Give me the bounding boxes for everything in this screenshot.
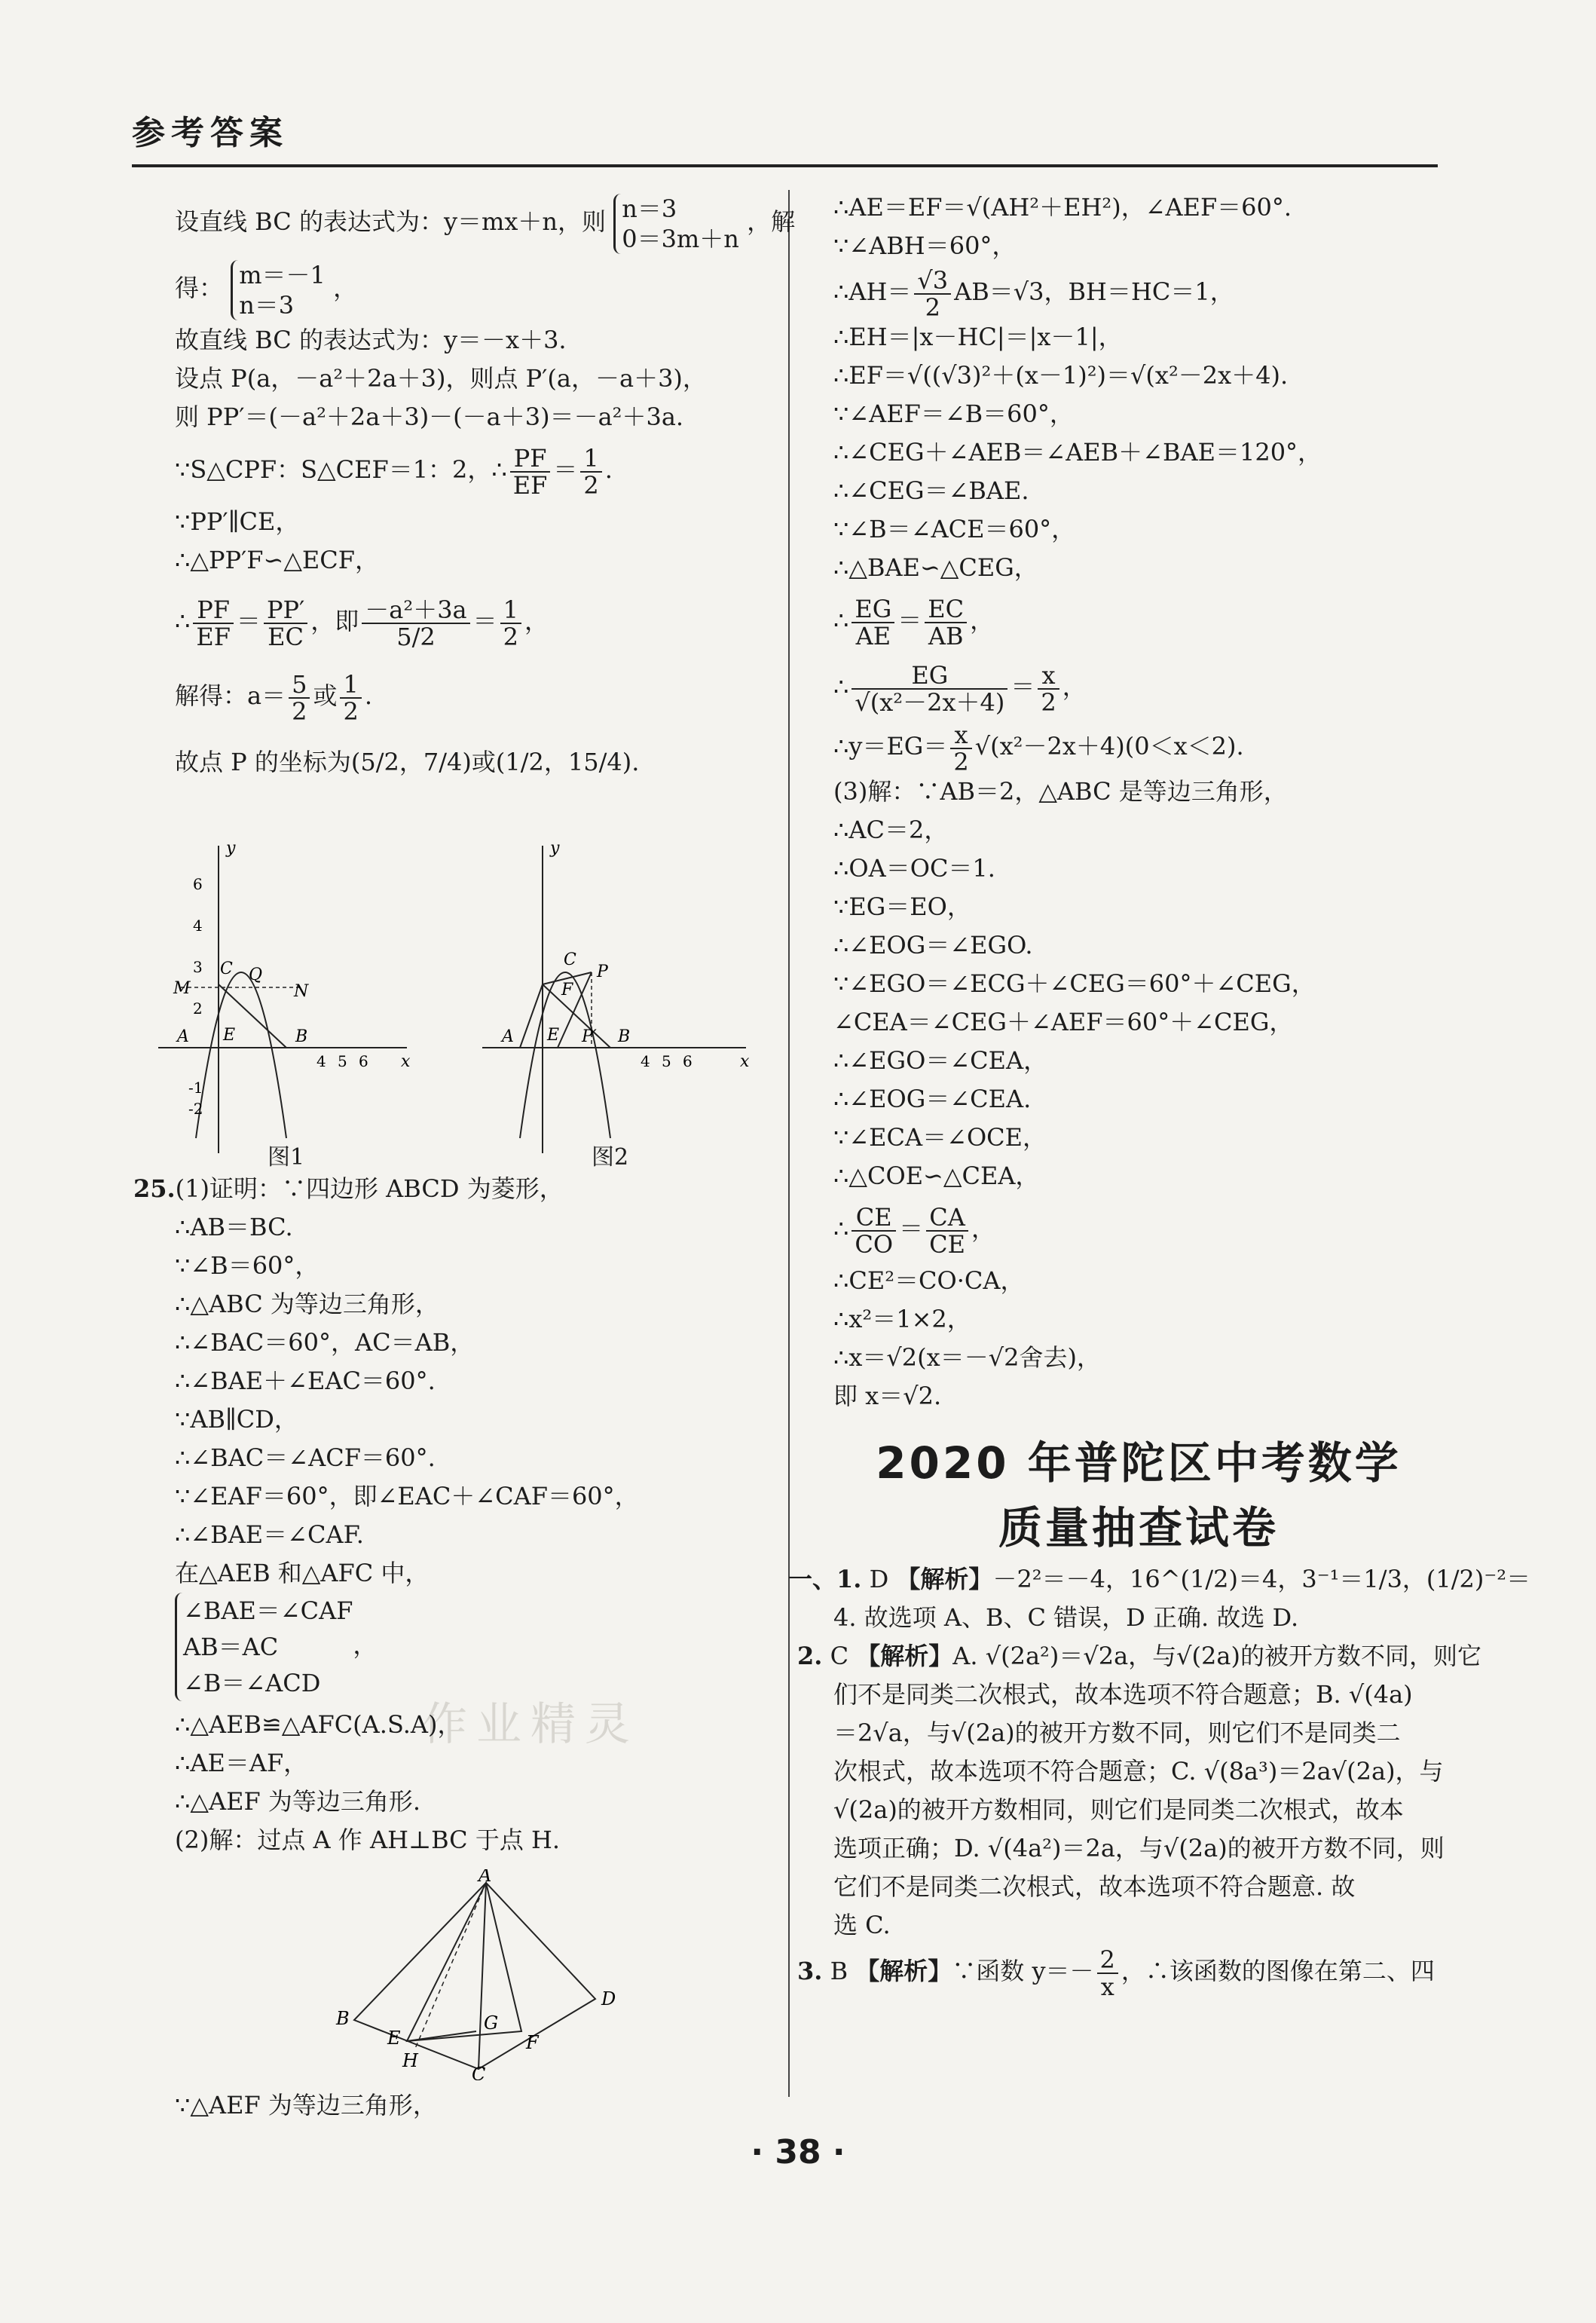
text-line: 4. 故选项 A、B、C 错误，D 正确. 故选 D. (833, 1603, 1299, 1632)
fraction (264, 597, 307, 650)
fraction (950, 722, 971, 775)
coord: 5/2 (360, 748, 399, 776)
text: ∵函数 y＝－ (952, 1957, 1094, 1985)
text-line: 故点 P 的坐标为(5/2，7/4)或(1/2，15/4). (175, 748, 640, 776)
text: ， (971, 1214, 995, 1243)
point-label: P (597, 963, 608, 981)
text-line (833, 1195, 1444, 1262)
numerator: x (1038, 663, 1059, 690)
denominator: 2 (925, 292, 940, 322)
text: ∴ (833, 672, 849, 701)
text-line: ∴x²＝1×2， (833, 1305, 971, 1333)
text-line: ∴x＝√2(x＝－√2舍去)， (833, 1343, 1101, 1372)
text-line (175, 188, 796, 255)
text-line: 故直线 BC 的表达式为：y＝－x＋3. (175, 326, 567, 354)
text-line: (2)解：过点 A 作 AH⊥BC 于点 H. (175, 1826, 561, 1854)
fraction (914, 265, 951, 322)
fraction (510, 445, 551, 498)
text: ， (1062, 672, 1087, 701)
fraction (926, 1204, 968, 1257)
eq: m＝－1 (239, 260, 326, 289)
coord: 15/4 (567, 748, 622, 776)
point-label: N (294, 982, 309, 1001)
right-column (788, 188, 1531, 2001)
text-line (175, 436, 785, 503)
text: . (604, 455, 613, 484)
denominator: AB (928, 621, 964, 650)
axis-label: y (226, 839, 236, 858)
text: ，∴该函数的图像在第二、四 (1121, 1957, 1435, 1985)
answer: B (830, 1957, 848, 1985)
text: )或( (462, 748, 506, 776)
text-line: ∴EH＝|x－HC|＝|x－1|， (833, 323, 1123, 351)
text-line: ∴AB＝BC. (175, 1213, 293, 1241)
q25-block (133, 1170, 785, 1859)
question-number: 一、1. (788, 1565, 862, 1593)
text-line: 即 x＝√2. (833, 1382, 942, 1410)
numerator: 1 (500, 597, 521, 624)
point-label: P′ (582, 1027, 597, 1046)
numerator: 2 (1097, 1947, 1118, 1974)
text-line: ∵△AEF 为等边三角形， (175, 2091, 437, 2119)
fraction (852, 596, 894, 649)
text: ∴ (175, 607, 191, 635)
point-label: M (173, 979, 191, 998)
text-line: ∴△BAE∽△CEG， (833, 553, 1038, 582)
text: 设直线 BC 的表达式为：y＝mx＋n，则 (175, 207, 607, 236)
page-header: 参考答案 (132, 114, 289, 152)
answer-1 (788, 1560, 1531, 1599)
analysis-tag: 【解析】 (856, 1642, 953, 1670)
header-rule (132, 164, 1438, 167)
fraction (1038, 660, 1059, 717)
axis-label: y (550, 839, 560, 858)
tick: 4 (316, 1052, 326, 1070)
text: ∵S△CPF：S△CEF＝1：2，∴ (175, 455, 507, 484)
axis-label: x (401, 1052, 411, 1071)
text-line: ∴∠BAE＝∠CAF. (175, 1520, 364, 1549)
text-line: ∴EF＝√((√3)²＋(x－1)²)＝√(x²－2x＋4). (833, 361, 1289, 390)
denominator: √(x²－2x＋4) (855, 687, 1005, 717)
text: ，解 (747, 207, 796, 236)
denominator: x (1100, 1972, 1114, 2001)
text-line: ∵∠ECA＝∠OCE， (833, 1123, 1047, 1152)
coord: 1/2 (505, 748, 544, 776)
point-label: B (336, 2008, 350, 2029)
text-line: 选项正确；D. √(4a²)＝2a，与√(2a)的被开方数不同，则 (833, 1834, 1445, 1862)
text: ＝ (897, 606, 922, 635)
numerator: √3 (914, 268, 951, 295)
figure-caption: 图2 (592, 1144, 629, 1171)
eq: n＝3 (239, 290, 295, 320)
text: ， (353, 1630, 378, 1660)
analysis-tag: 【解析】 (896, 1565, 993, 1593)
text-line: ∵AB∥CD， (175, 1405, 298, 1434)
denominator: EF (512, 470, 548, 500)
text: 得： (175, 274, 224, 302)
column-divider (788, 190, 790, 2097)
tick: 6 (683, 1052, 693, 1070)
numerator: PF (510, 445, 551, 473)
text: (1)证明：∵四边形 ABCD 为菱形， (175, 1174, 564, 1203)
text-line: ∵∠EGO＝∠ECG＋∠CEG＝60°＋∠CEG， (833, 969, 1316, 998)
text-line: ∴∠BAC＝60°，AC＝AB， (175, 1328, 475, 1357)
figure-caption: 图1 (268, 1144, 305, 1171)
tick: 3 (193, 958, 203, 976)
eq: 0＝3m＋n (622, 224, 739, 253)
text-line (175, 1593, 785, 1706)
figure-1 (158, 839, 411, 1153)
denominator: EC (268, 622, 304, 651)
point-label: C (472, 2064, 486, 2080)
text: ∴ (833, 606, 849, 635)
text: . (364, 681, 372, 710)
text: 解得：a＝ (175, 681, 286, 710)
rhombus-diagram (324, 1869, 625, 2080)
text: 故点 P 的坐标为( (175, 748, 361, 776)
numerator: EG (852, 663, 1007, 690)
eq: n＝3 (622, 194, 677, 223)
denominator: CO (855, 1229, 894, 1259)
fraction (852, 660, 1007, 717)
eq: ∠B＝∠ACD (183, 1669, 321, 1697)
text: 或 (313, 681, 338, 710)
equation-system (613, 194, 739, 254)
text-line: ∴AC＝2， (833, 816, 949, 844)
text-line (133, 1170, 785, 1208)
answer-3 (797, 1945, 1444, 2001)
fraction (580, 445, 601, 498)
text-line (175, 663, 785, 729)
fraction (925, 596, 967, 649)
text: AB＝√3，BH＝HC＝1， (954, 277, 1234, 306)
text-line: ∵∠B＝∠ACE＝60°， (833, 515, 1076, 543)
eq: AB＝AC (183, 1633, 279, 1661)
text-line: ∴∠BAC＝∠ACF＝60°. (175, 1443, 436, 1472)
point-label: C (220, 959, 233, 978)
text: ，即 (310, 607, 359, 635)
point-label: A (177, 1027, 189, 1046)
point-label: E (387, 2028, 401, 2049)
text: ＝ (899, 1214, 924, 1243)
question-number: 25. (133, 1174, 176, 1203)
text-line: ∵∠ABH＝60°， (833, 231, 1017, 260)
rhombus-figure (324, 1869, 625, 2080)
text-line (175, 580, 785, 663)
tick: -1 (188, 1079, 203, 1097)
text-line: ∴△PP′F∽△ECF， (175, 546, 379, 574)
text: ＝ (472, 607, 497, 635)
numerator: CA (926, 1204, 968, 1232)
text-line: ＝2√a，与√(2a)的被开方数不同，则它们不是同类二 (833, 1719, 1401, 1747)
figure-2 (482, 839, 750, 1153)
numerator: PF (193, 597, 234, 624)
denominator: CE (929, 1229, 965, 1259)
numerator: －a²＋3a (362, 597, 469, 624)
point-label: E (223, 1026, 236, 1045)
left-column (175, 188, 796, 795)
denominator: 2 (292, 696, 307, 726)
text-line: ∴∠EOG＝∠CEA. (833, 1085, 1032, 1113)
fraction (193, 597, 234, 650)
text: ∴ (833, 1214, 849, 1243)
text-line: ∴CE²＝CO·CA， (833, 1266, 1025, 1295)
parabola-graphs (151, 837, 776, 1168)
point-label: A (478, 1869, 492, 1886)
denominator: 2 (343, 696, 359, 726)
numerator: 5 (289, 672, 310, 699)
denominator: 2 (583, 470, 599, 500)
text-line: √(2a)的被开方数相同，则它们是同类二次根式，故本 (833, 1795, 1404, 1824)
coord: 7/4 (423, 748, 463, 776)
point-label: Q (249, 966, 263, 984)
tick: -2 (188, 1100, 203, 1118)
text-line: ∴AE＝EF＝√(AH²＋EH²)，∠AEF＝60°. (833, 193, 1292, 222)
text-line: ∴OA＝OC＝1. (833, 854, 995, 883)
denominator: 2 (1041, 687, 1056, 717)
tick: 6 (359, 1052, 368, 1070)
section-subtitle: 质量抽查试卷 (998, 1502, 1279, 1553)
text-line: ∵EG＝EO， (833, 892, 971, 921)
text: ＝ (553, 455, 578, 484)
text: A. √(2a²)＝√2a，与√(2a)的被开方数不同，则它 (952, 1642, 1481, 1670)
text-line: ∵∠EAF＝60°，即∠EAC＋∠CAF＝60°， (175, 1482, 639, 1510)
section-title: 2020 年普陀区中考数学 (876, 1437, 1402, 1489)
text-line: (3)解：∵AB＝2，△ABC 是等边三角形， (833, 777, 1288, 806)
point-label: F (561, 981, 573, 999)
tick: 4 (641, 1052, 650, 1070)
text-line: ∴△AEB≌△AFC(A.S.A)， (175, 1710, 462, 1739)
watermark: 作业精灵 (422, 1698, 639, 1751)
text: ＝ (1010, 672, 1035, 701)
text-line (175, 255, 785, 321)
fraction (289, 669, 310, 726)
text: ). (622, 748, 640, 776)
eq: ∠BAE＝∠CAF (183, 1596, 353, 1625)
text-line: ∴∠EOG＝∠EGO. (833, 931, 1033, 959)
text-line: ∴△COE∽△CEA， (833, 1162, 1040, 1190)
point-label: A (502, 1027, 514, 1046)
denominator: 2 (953, 747, 969, 776)
question-number: 3. (797, 1957, 823, 1985)
text-line (833, 587, 1444, 653)
text: ∴AH＝ (833, 277, 912, 306)
text-line: 设点 P(a，－a²＋2a＋3)，则点 P′(a，－a＋3)， (175, 364, 707, 393)
numerator: x (950, 722, 971, 749)
numerator: 1 (580, 445, 601, 473)
fraction (340, 669, 361, 726)
text-line: ∴△AEF 为等边三角形. (175, 1787, 420, 1816)
text-line: 们不是同类二次根式，故本选项不符合题意；B. √(4a) (833, 1680, 1413, 1709)
text: ， (970, 606, 995, 635)
equation-system (231, 260, 326, 320)
answer: D (869, 1565, 889, 1593)
point-label: F (526, 2032, 539, 2053)
text: ， (524, 607, 549, 635)
text: －2²＝－4，16^(1/2)＝4，3⁻¹＝1/3，(1/2)⁻²＝ (992, 1565, 1531, 1593)
text: √(x²－2x＋4)(0＜x＜2). (974, 732, 1244, 761)
text-line (833, 653, 1444, 720)
text-line: 则 PP′＝(－a²＋2a＋3)－(－a＋3)＝－a²＋3a. (175, 402, 684, 431)
tick: 5 (338, 1052, 347, 1070)
text-line: ∴∠EGO＝∠CEA， (833, 1046, 1048, 1075)
denominator: EF (196, 622, 231, 651)
text-line: 次根式，故本选项不符合题意；C. √(8a³)＝2a√(2a)，与 (833, 1757, 1444, 1786)
page-number: · 38 · (751, 2133, 845, 2172)
diagonal-ac (478, 1883, 486, 2069)
text: ＝ (236, 607, 261, 635)
point-label: C (564, 950, 576, 969)
point-label: E (547, 1026, 560, 1045)
denominator: 5/2 (396, 622, 436, 651)
text-line: ∠CEA＝∠CEG＋∠AEF＝60°＋∠CEG， (833, 1008, 1294, 1036)
text-line: 选 C. (833, 1911, 891, 1939)
fraction (500, 597, 521, 650)
fraction (362, 597, 469, 650)
text-line: ∴∠BAE＋∠EAC＝60°. (175, 1367, 436, 1395)
denominator: 2 (503, 622, 519, 651)
answer-2 (797, 1637, 1481, 1676)
graph-figures (151, 837, 776, 1171)
point-label: B (618, 1027, 631, 1046)
text-line: ∵∠AEF＝∠B＝60°， (833, 399, 1074, 428)
text: ， (333, 274, 358, 302)
point-label: D (601, 1988, 616, 2009)
tick: 6 (193, 875, 203, 893)
parabola (196, 972, 286, 1138)
numerator: EC (925, 596, 967, 623)
point-label: B (295, 1027, 308, 1046)
question-number: 2. (797, 1642, 823, 1670)
numerator: 1 (340, 672, 361, 699)
tick: 5 (662, 1052, 671, 1070)
text-line: ∵∠B＝60°， (175, 1251, 320, 1280)
point-label: H (402, 2050, 418, 2071)
text: ∴y＝EG＝ (833, 732, 948, 761)
axis-label: x (740, 1052, 750, 1071)
equation-system (175, 1593, 353, 1701)
text-line: 在△AEB 和△AFC 中， (175, 1559, 430, 1587)
analysis-tag: 【解析】 (855, 1957, 952, 1985)
fraction (852, 1204, 896, 1257)
answer: C (830, 1642, 849, 1670)
text-line (833, 720, 1444, 776)
tick: 4 (193, 917, 203, 935)
altitude-ah (414, 1883, 486, 2050)
fraction (1097, 1947, 1118, 2000)
text-line: ∵PP′∥CE， (175, 507, 300, 536)
point-label: G (484, 2012, 499, 2034)
numerator: CE (852, 1204, 896, 1232)
text-line: ∴△ABC 为等边三角形， (175, 1290, 439, 1318)
denominator: AE (855, 621, 891, 650)
q25-continued (175, 2086, 785, 2125)
text-line: ∴∠CEG＝∠BAE. (833, 476, 1029, 505)
numerator: PP′ (264, 597, 307, 624)
tick: 2 (193, 999, 203, 1018)
numerator: EG (852, 596, 894, 623)
text-line: ∴∠CEG＋∠AEB＝∠AEB＋∠BAE＝120°， (833, 438, 1322, 467)
text-line: ∴AE＝AF， (175, 1749, 308, 1777)
text-line: 它们不是同类二次根式，故本选项不符合题意. 故 (833, 1872, 1356, 1901)
text-line (833, 265, 1444, 322)
